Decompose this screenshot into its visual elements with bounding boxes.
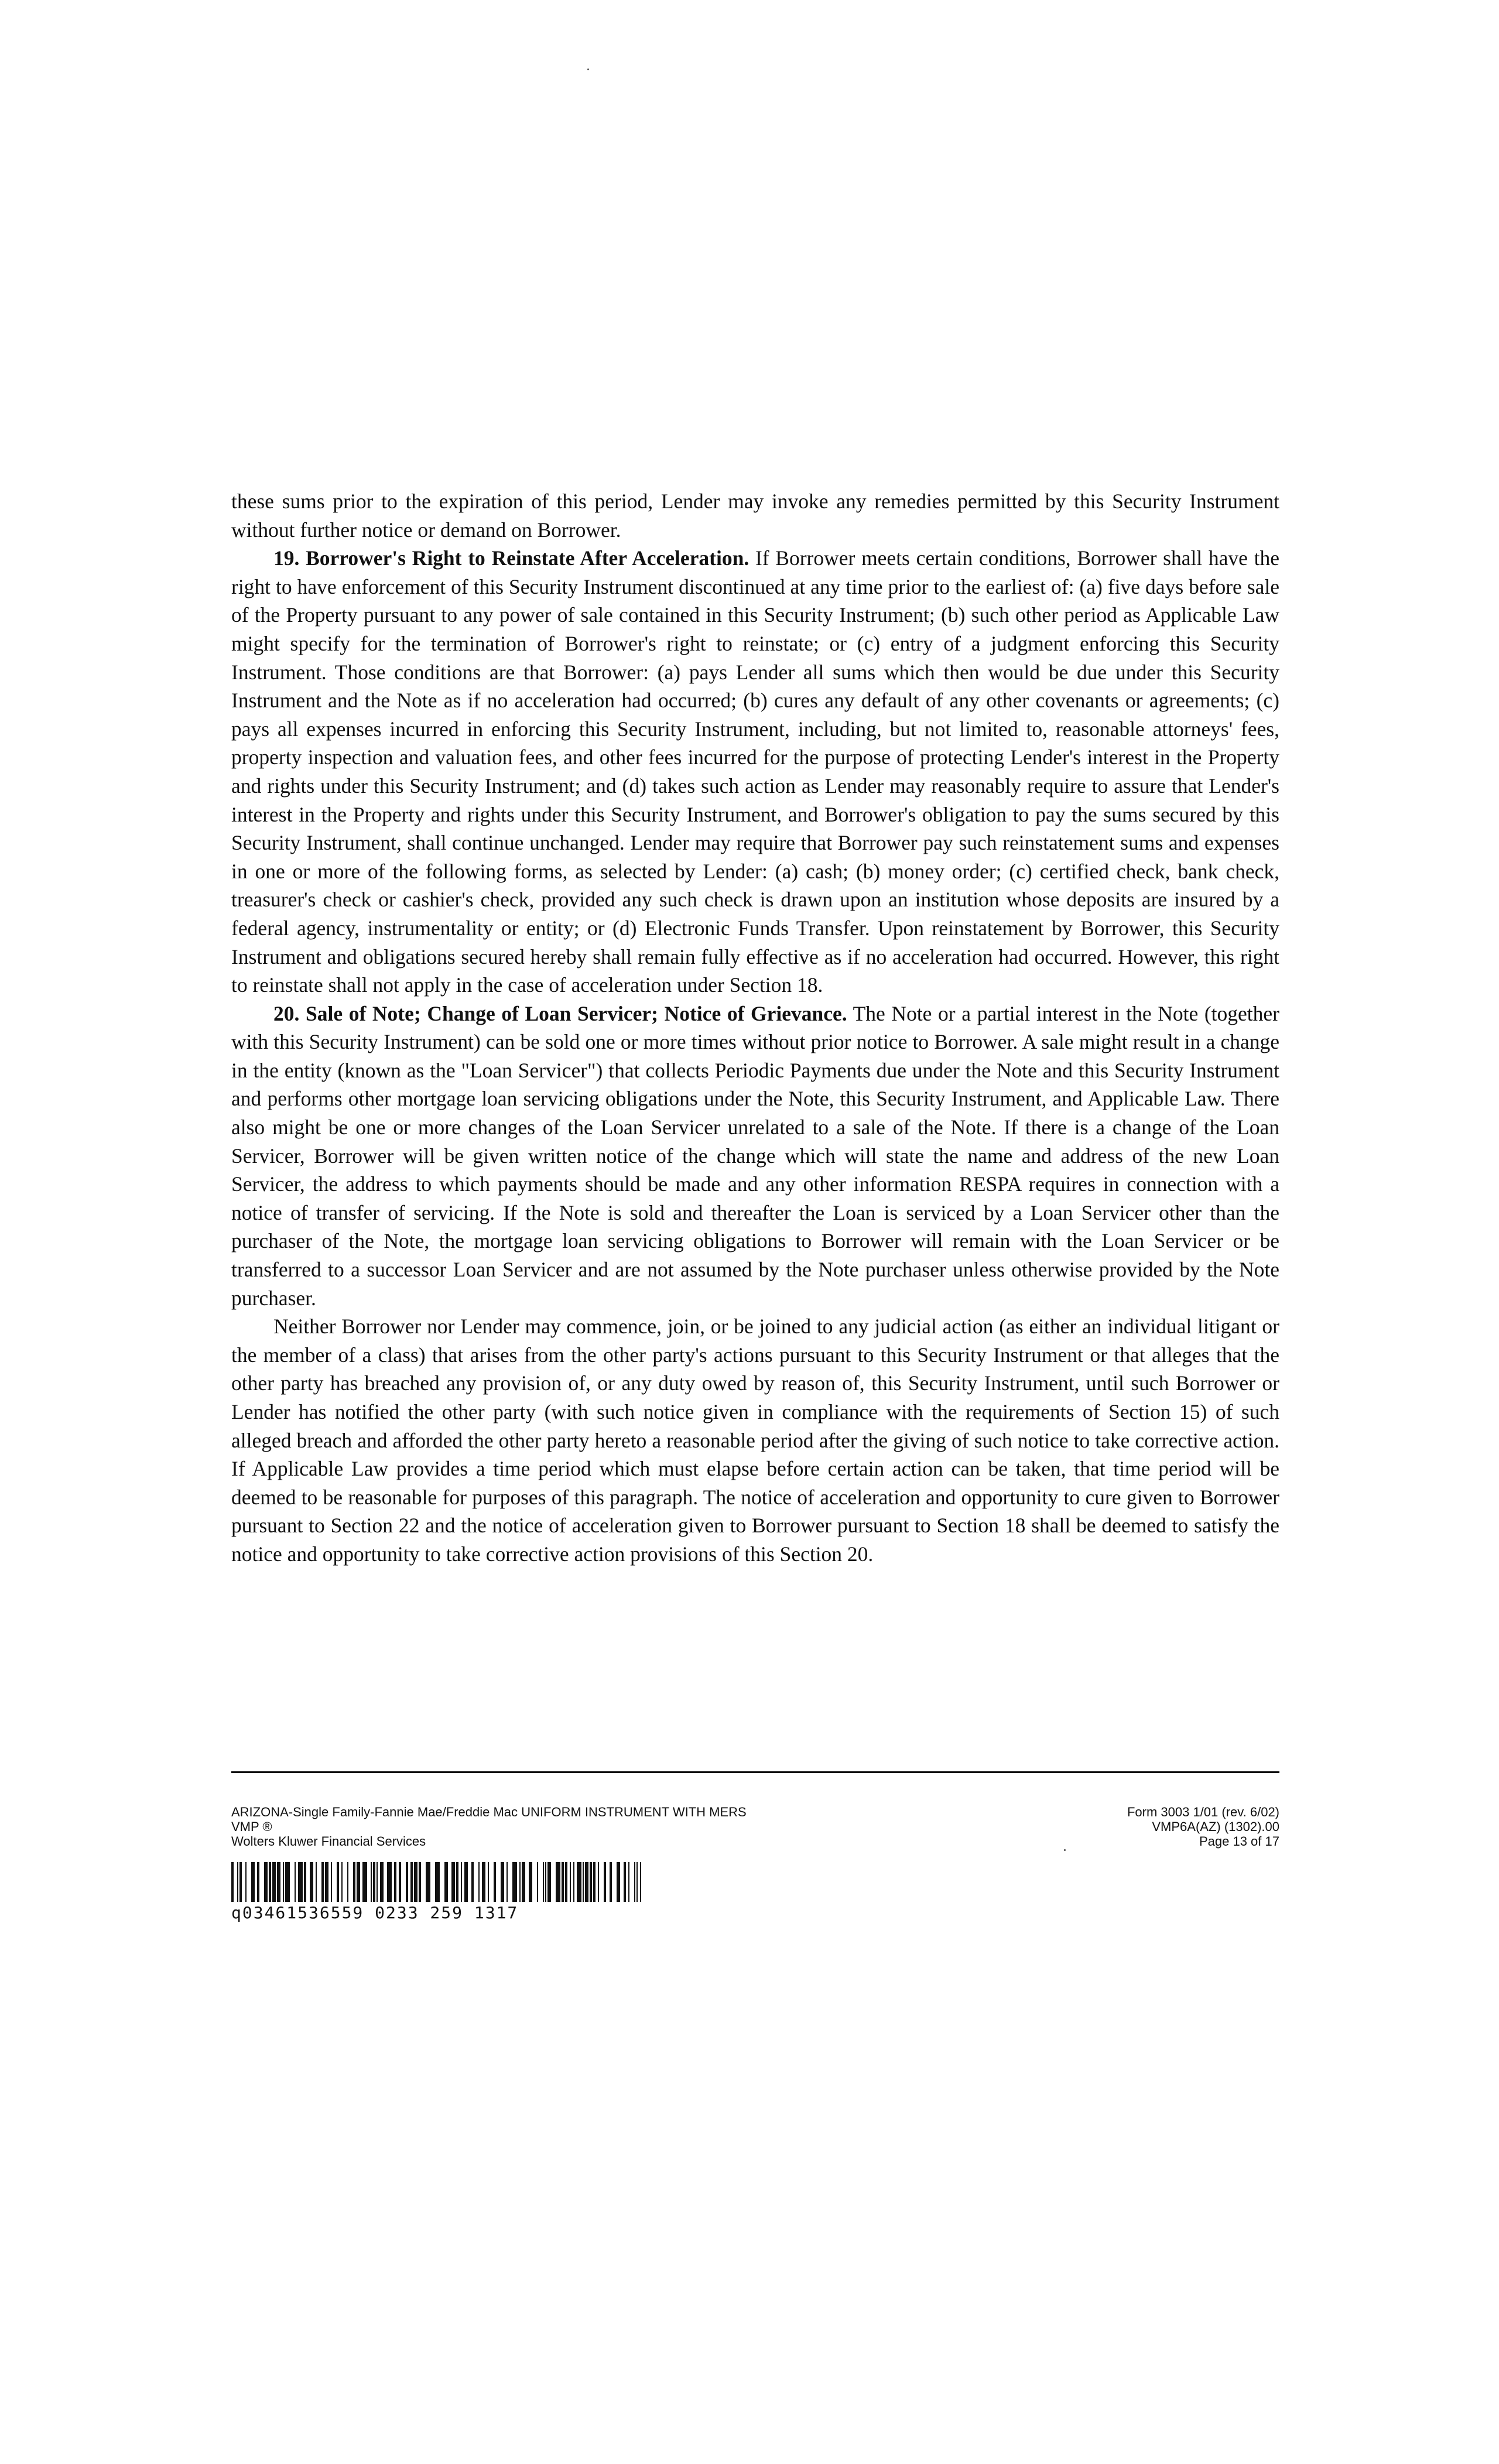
paragraph-grievance: Neither Borrower nor Lender may commence, join, or be joined to any judicial action (as either an individual litigant or the member of a class) that arises from the other party's actions pursuant to this Security Instrument or that alleges that the other party has breached any provision of, or any duty owed by reason of, this Security Instrument, until such Borrower or Lender has notified the other party (with such notice given in compliance with the requirements of Section 15) of such alleged breach and afforded the other party hereto a reasonable period after the giving of such notice to take corrective action. If Applicable Law provides a time period which must elapse before certain action can be taken, that time period will be deemed to be reasonable for purposes of this paragraph. The notice of acceleration and opportunity to cure given to Borrower pursuant to Section 22 and the notice of acceleration given to Borrower pursuant to Section 18 shall be deemed to satisfy the notice and opportunity to take corrective action provisions of this Section 20. (231, 1315, 1279, 1566)
paragraph-section-20 (231, 1000, 1279, 1313)
section-19-text: If Borrower meets certain conditions, Borrower shall have the right to have enforcement of this Security Instrument discontinued at any time prior to the earliest of: (a) five days before sale of the Property pursuant to any power of sale contained in this Security Instrument; (b) such other period as Applicable Law might specify for the termination of Borrower's right to reinstate; or (c) entry of a judgment enforcing this Security Instrument. Those conditions are that Borrower: (a) pays Lender all sums which then would be due under this Security Instrument and the Note as if no acceleration had occurred; (b) cures any default of any other covenants or agreements; (c) pays all expenses incurred in enforcing this Security Instrument, including, but not limited to, reasonable attorneys' fees, property inspection and valuation fees, and other fees incurred for the purpose of protecting Lender's interest in the Property and rights under this Security Instrument; and (d) takes such action as Lender may reasonably require to assure that Lender's interest in the Property and rights under this Security Instrument, and Borrower's obligation to pay the sums secured by this Security Instrument, shall continue unchanged. Lender may require that Borrower pay such reinstatement sums and expenses in one or more of the following forms, as selected by Lender: (a) cash; (b) money order; (c) certified check, bank check, treasurer's check or cashier's check, provided any such check is drawn upon an institution whose deposits are insured by a federal agency, instrumentality or entity; or (d) Electronic Funds Transfer. Upon reinstatement by Borrower, this Security Instrument and obligations secured hereby shall remain fully effective as if no acceleration had occurred. However, this right to reinstate shall not apply in the case of acceleration under Section 18. (231, 546, 1279, 997)
paragraph-continuation: these sums prior to the expiration of this period, Lender may invoke any remedies permitted by this Security Instrument without further notice or demand on Borrower. (231, 490, 1279, 542)
document-body (231, 487, 1279, 1569)
footer-form-id: Form 3003 1/01 (rev. 6/02) (1127, 1805, 1279, 1819)
section-20-heading: 20. Sale of Note; Change of Loan Servicer; Notice of Grievance. (273, 1001, 847, 1025)
footer-page-number: Page 13 of 17 (1199, 1834, 1279, 1849)
footer-divider (231, 1771, 1279, 1773)
scan-speck-footer (1064, 1849, 1066, 1851)
barcode-number: q03461536559 0233 259 1317 (231, 1903, 519, 1922)
section-20-text: The Note or a partial interest in the Note (together with this Security Instrument) can be sold one or more times without prior notice to Borrower. A sale might result in a change in the entity (known as the "Loan Servicer") that collects Periodic Payments due under the Note and this Security Instrument and performs other mortgage loan servicing obligations under the Note, this Security Instrument, and Applicable Law. There also might be one or more changes of the Loan Servicer unrelated to a sale of the Note. If there is a change of the Loan Servicer, Borrower will be given written notice of the change which will state the name and address of the new Loan Servicer, the address to which payments should be made and any other information RESPA requires in connection with a notice of transfer of servicing. If the Note is sold and thereafter the Loan is serviced by a Loan Servicer other than the purchaser of the Note, the mortgage loan servicing obligations to Borrower will remain with the Loan Servicer or be transferred to a successor Loan Servicer and are not assumed by the Note purchaser unless otherwise provided by the Note purchaser. (231, 1001, 1279, 1310)
scan-speck (587, 69, 589, 70)
footer-form-number (1127, 1805, 1279, 1849)
paragraph-section-19 (231, 544, 1279, 1000)
footer-form-info (231, 1805, 747, 1849)
footer-vmp-mark: VMP ® (231, 1819, 272, 1834)
footer-publisher: Wolters Kluwer Financial Services (231, 1834, 426, 1849)
footer-form-title: ARIZONA-Single Family-Fannie Mae/Freddie Mac UNIFORM INSTRUMENT WITH MERS (231, 1805, 747, 1819)
barcode-image (231, 1862, 644, 1902)
footer-vmp-code: VMP6A(AZ) (1302).00 (1152, 1819, 1279, 1834)
section-19-heading: 19. Borrower's Right to Reinstate After Acceleration. (273, 546, 750, 570)
